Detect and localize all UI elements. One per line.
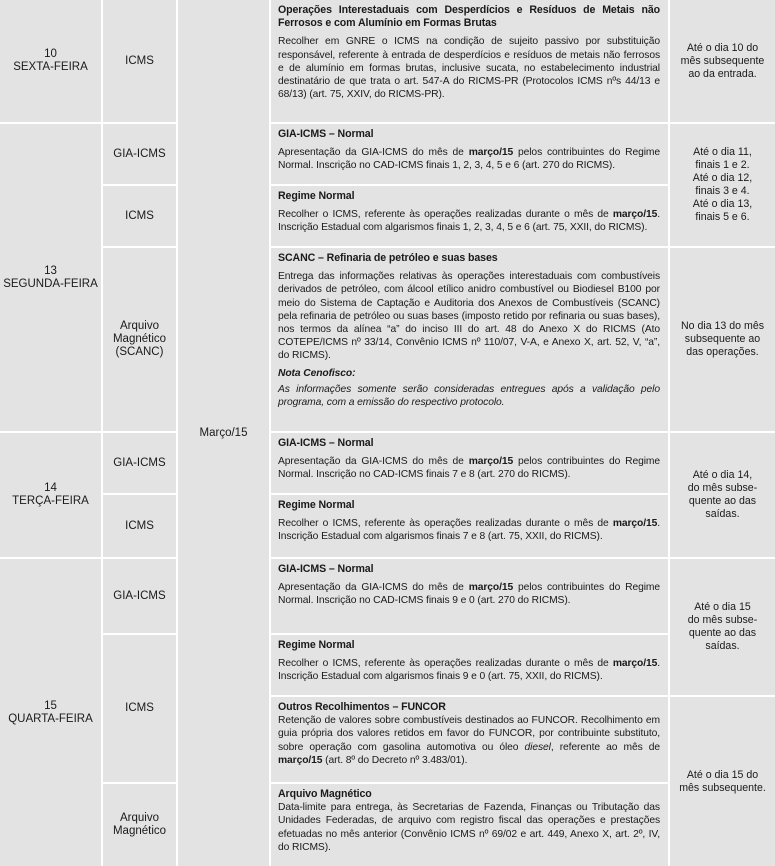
day-number: 15 (44, 699, 57, 712)
due-text: Até o dia 14, do mês subse- quente ao das saídas. (687, 469, 758, 520)
description-text: Apresentação da GIA-ICMS do mês de março/15 pelos contribuintes do Regime Normal. Inscrição no CAD-ICMS finais 1, 2, 3, 4, 5 e 6 (art. 270 do RICMS). (278, 147, 660, 172)
type-label: GIA-ICMS (113, 589, 166, 602)
description-title: Regime Normal (278, 639, 355, 651)
day-weekday: TERÇA-FEIRA (12, 495, 89, 507)
day-weekday: SEXTA-FEIRA (13, 61, 88, 73)
type-cell (103, 559, 176, 633)
description-cell (271, 495, 668, 557)
description-text: Recolher o ICMS, referente às operações realizadas durante o mês de março/15. Inscrição Estadual com algarismos finais 1, 2, 3, 4, 5 e 6 (art. 75, XXII, do RICMS). (278, 209, 660, 234)
description-text: Apresentação da GIA-ICMS do mês de março/15 pelos contribuintes do Regime Normal. Inscrição no CAD-ICMS finais 9 e 0 (art. 270 do RICMS). (278, 582, 660, 607)
day-weekday: QUARTA-FEIRA (8, 712, 93, 725)
due-text: Até o dia 10 do mês subsequente ao da entrada. (680, 41, 765, 80)
description-cell (271, 784, 668, 866)
type-cell (103, 248, 176, 431)
description-title: Regime Normal (278, 190, 355, 202)
description-cell (271, 248, 668, 431)
type-label: GIA-ICMS (113, 147, 166, 160)
type-label: ICMS (125, 519, 154, 532)
description-text: Recolher o ICMS, referente às operações realizadas durante o mês de março/15. Inscrição Estadual com algarismos finais 9 e 0 (art. 75, XXII, do RICMS). (278, 658, 660, 683)
due-text: Até o dia 15 do mês subsequente. (679, 768, 766, 794)
description-title: GIA-ICMS – Normal (278, 128, 374, 140)
description-cell (271, 433, 668, 493)
due-text: No dia 13 do mês subsequente ao das operações. (680, 320, 765, 358)
description-title: SCANC – Refinaria de petróleo e suas bases (278, 252, 498, 264)
due-cell (670, 433, 775, 557)
type-label: ICMS (125, 209, 154, 222)
type-cell (103, 495, 176, 557)
type-cell (103, 0, 176, 122)
type-cell (103, 124, 176, 184)
description-title: GIA-ICMS – Normal (278, 563, 374, 575)
description-cell (271, 124, 668, 184)
due-cell (670, 559, 775, 695)
note-text: As informações somente serão consideradas entregues após a validação pelo programa, com a emissão do respectivo protocolo. (278, 383, 660, 409)
description-text: Data-limite para entrega, às Secretarias de Fazenda, Finanças ou Tributação das Unidades Federadas, de arquivo com registro fiscal das operações e prestações efetuadas no mês anterior (Convênio ICMS nº 69/02 e art. 449, Anexo X, art. 2º, IV, do RICMS). (278, 802, 660, 853)
description-cell (271, 186, 668, 246)
day-number: 13 (44, 264, 57, 277)
type-label: Arquivo Magnético (112, 812, 167, 837)
reference-cell (178, 0, 269, 866)
description-title: Operações Interestaduais com Desperdícios e Resíduos de Metais não Ferrosos e com Alumínio em Formas Brutas (278, 4, 660, 30)
description-text: Retenção de valores sobre combustíveis destinados ao FUNCOR. Recolhimento em guia própria dos valores retidos em favor do FUNCOR, por contribuinte substituto, sobre operação com gasolina automotiva ou óleo diesel, referente ao mês de março/15 (art. 8º do Decreto nº 3.483/01). (278, 715, 660, 766)
note-title: Nota Cenofisco: (278, 367, 356, 379)
type-label: GIA-ICMS (113, 456, 166, 469)
due-cell (670, 0, 775, 122)
description-cell (271, 635, 668, 695)
type-cell (103, 635, 176, 782)
type-label: Arquivo Magnético (SCANC) (112, 320, 167, 358)
description-cell (271, 559, 668, 633)
day-cell-13 (0, 124, 101, 431)
day-cell-14 (0, 433, 101, 557)
type-cell (103, 433, 176, 493)
day-weekday: SEGUNDA-FEIRA (3, 277, 98, 290)
due-cell (670, 124, 775, 246)
description-title: GIA-ICMS – Normal (278, 437, 374, 449)
description-text: Recolher em GNRE o ICMS na condição de sujeito passivo por substituição responsável, referente à entrada de desperdícios e resíduos de metais não ferrosos e de alumínio em formas brutas, inclusive sucata, no estabelecimento industrial destinatário de que trata o art. 547-A do RICMS-PR (Protocolos ICMS nºs 44/13 e 68/13) (art. 75, XXIV, do RICMS-PR). (278, 36, 660, 101)
description-text: Apresentação da GIA-ICMS do mês de março/15 pelos contribuintes do Regime Normal. Inscrição no CAD-ICMS finais 7 e 8 (art. 270 do RICMS). (278, 456, 660, 481)
type-label: ICMS (125, 54, 154, 67)
day-cell-10 (0, 0, 101, 122)
type-label: ICMS (125, 702, 154, 714)
day-number: 14 (44, 482, 57, 494)
description-title: Outros Recolhimentos – FUNCOR (278, 701, 446, 713)
description-cell (271, 697, 668, 782)
due-text: Até o dia 15 do mês subse- quente ao das saídas. (687, 601, 758, 652)
reference-label: Março/15 (199, 426, 248, 439)
description-text: Recolher o ICMS, referente às operações realizadas durante o mês de março/15. Inscrição Estadual com algarismos finais 7 e 8 (art. 75, XXII, do RICMS). (278, 518, 660, 543)
type-cell (103, 186, 176, 246)
due-cell (670, 697, 775, 866)
description-title: Regime Normal (278, 499, 355, 511)
due-cell (670, 248, 775, 431)
description-text: Entrega das informações relativas às operações interestaduais com combustíveis derivados de petróleo, com álcool etílico anidro combustível ou Biodiesel B100 por meio do Sistema de Captação e Auditoria dos Anexos de Combustíveis (SCANC) pela refinaria de petróleo ou suas bases (imposto retido por refinaria ou suas bases), nos termos da alínea “a” do inciso III do art. 48 do Anexo X do RICMS (Ato COTEPE/ICMS nº 33/14, Convênio ICMS nº 110/07, V-A, e Anexo X, art. 52, V, “a”, do RICMS). (278, 271, 660, 362)
description-cell (271, 0, 668, 122)
due-text: Até o dia 11, finais 1 e 2. Até o dia 12, finais 3 e 4. Até o dia 13, finais 5 e 6. (692, 146, 753, 223)
day-number: 10 (44, 48, 57, 60)
type-cell (103, 784, 176, 866)
day-cell-15 (0, 559, 101, 866)
description-title: Arquivo Magnético (278, 788, 372, 800)
